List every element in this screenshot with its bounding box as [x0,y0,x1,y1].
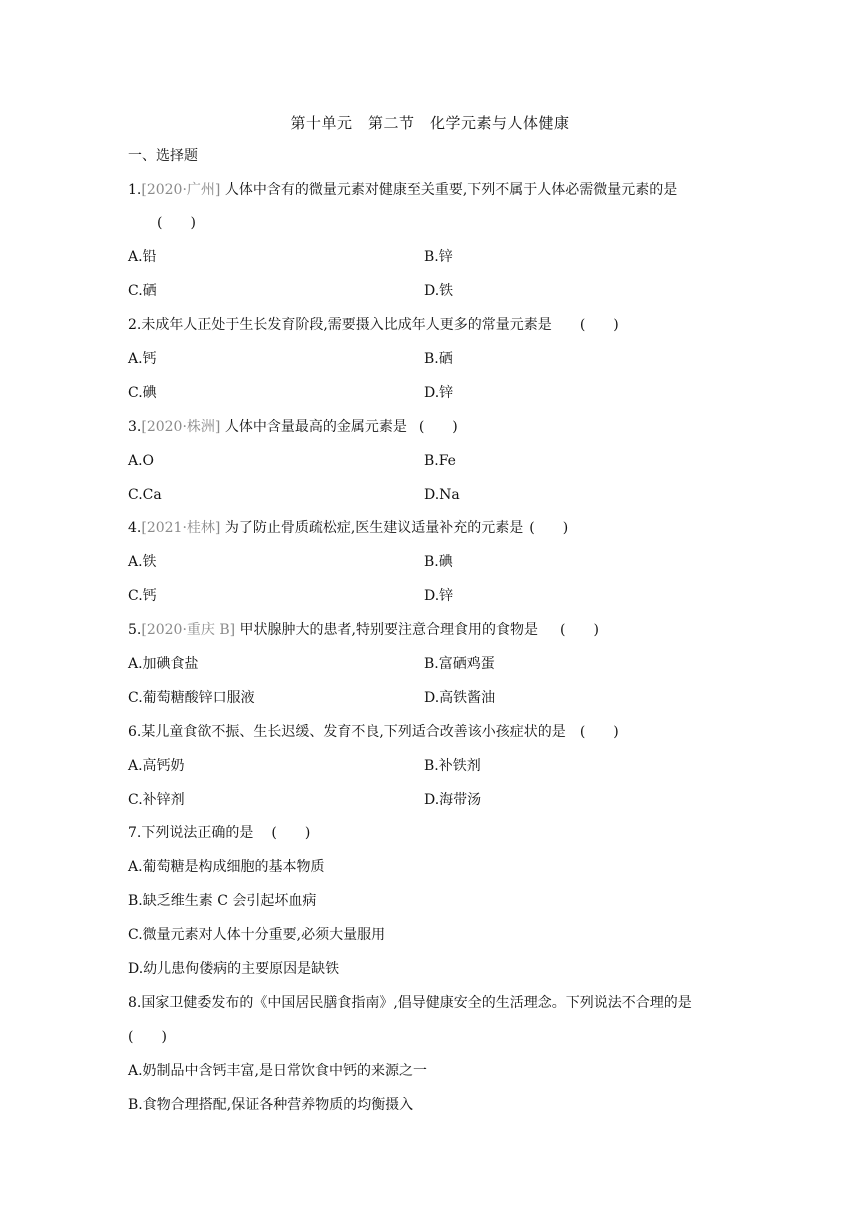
answer-paren: ( ) [579,317,619,333]
option-d: D.Na [424,487,460,503]
option-b: B.缺乏维生素 C 会引起坏血病 [128,893,317,909]
option-d: D.铁 [424,283,454,299]
answer-paren: ( ) [271,825,311,841]
option-d: D.幼儿患佝偻病的主要原因是缺铁 [128,961,340,977]
option-b: B.富硒鸡蛋 [424,656,495,672]
option-d: D.海带汤 [424,792,482,808]
question-number: 7. [128,825,142,841]
question-number: 4. [128,520,142,536]
question-source: [2020·株洲] [141,419,221,435]
option-c: C.钙 [128,588,157,604]
option-a: A.钙 [128,351,157,367]
question-text: 人体中含有的微量元素对健康至关重要,下列不属于人体必需微量元素的是 [220,182,678,198]
question-number: 2. [128,317,142,333]
question-7 [128,823,310,843]
question-text: 某儿童食欲不振、生长迟缓、发育不良,下列适合改善该小孩症状的是 [141,724,566,740]
option-b: B.补铁剂 [424,758,481,774]
option-a: A.葡萄糖是构成细胞的基本物质 [128,859,325,875]
question-source: [2021·桂林] [141,520,221,536]
option-a: A.铅 [128,249,157,265]
option-d: D.锌 [424,588,454,604]
option-c: C.硒 [128,283,157,299]
question-source: [2020·重庆 B] [141,622,236,638]
answer-paren: ( ) [128,1029,167,1045]
question-3 [128,417,458,437]
question-5 [128,620,599,640]
page-title: 第十单元 第二节 化学元素与人体健康 [290,114,570,132]
question-number: 8. [128,995,142,1011]
option-b: B.碘 [424,554,453,570]
question-text: 国家卫健委发布的《中国居民膳食指南》,倡导健康安全的生活理念。下列说法不合理的是 [141,995,692,1011]
question-text: 下列说法正确的是 [141,825,254,841]
answer-paren: ( ) [560,622,599,638]
option-b: B.食物合理搭配,保证各种营养物质的均衡摄入 [128,1097,414,1113]
answer-paren: ( ) [418,419,458,435]
option-a: A.O [128,453,155,469]
question-text: 为了防止骨质疏松症,医生建议适量补充的元素是 [220,520,524,536]
option-a: A.高钙奶 [128,758,185,774]
answer-paren: ( ) [157,215,196,231]
question-number: 6. [128,724,142,740]
question-number: 5. [128,622,142,638]
option-b: B.Fe [424,453,456,469]
question-number: 3. [128,419,142,435]
option-d: D.高铁酱油 [424,690,496,706]
option-b: B.硒 [424,351,453,367]
option-b: B.锌 [424,249,453,265]
question-text: 未成年人正处于生长发育阶段,需要摄入比成年人更多的常量元素是 [141,317,552,333]
question-1 [128,180,677,200]
option-c: C.碘 [128,385,157,401]
answer-paren: ( ) [529,520,569,536]
option-c: C.Ca [128,487,162,503]
question-source: [2020·广州] [141,182,221,198]
question-6 [128,722,619,742]
question-text: 甲状腺肿大的患者,特别要注意合理食用的食物是 [235,622,539,638]
question-8 [128,993,692,1013]
option-a: A.加碘食盐 [128,656,199,672]
question-4 [128,518,568,538]
option-c: C.微量元素对人体十分重要,必须大量服用 [128,927,386,943]
option-c: C.补锌剂 [128,792,185,808]
question-text: 人体中含量最高的金属元素是 [220,419,407,435]
option-d: D.锌 [424,385,454,401]
option-c: C.葡萄糖酸锌口服液 [128,690,255,706]
option-a: A.铁 [128,554,157,570]
answer-paren: ( ) [579,724,619,740]
question-number: 1. [128,182,142,198]
question-2 [128,315,619,335]
option-a: A.奶制品中含钙丰富,是日常饮食中钙的来源之一 [128,1063,428,1079]
section-heading: 一、选择题 [128,148,198,164]
